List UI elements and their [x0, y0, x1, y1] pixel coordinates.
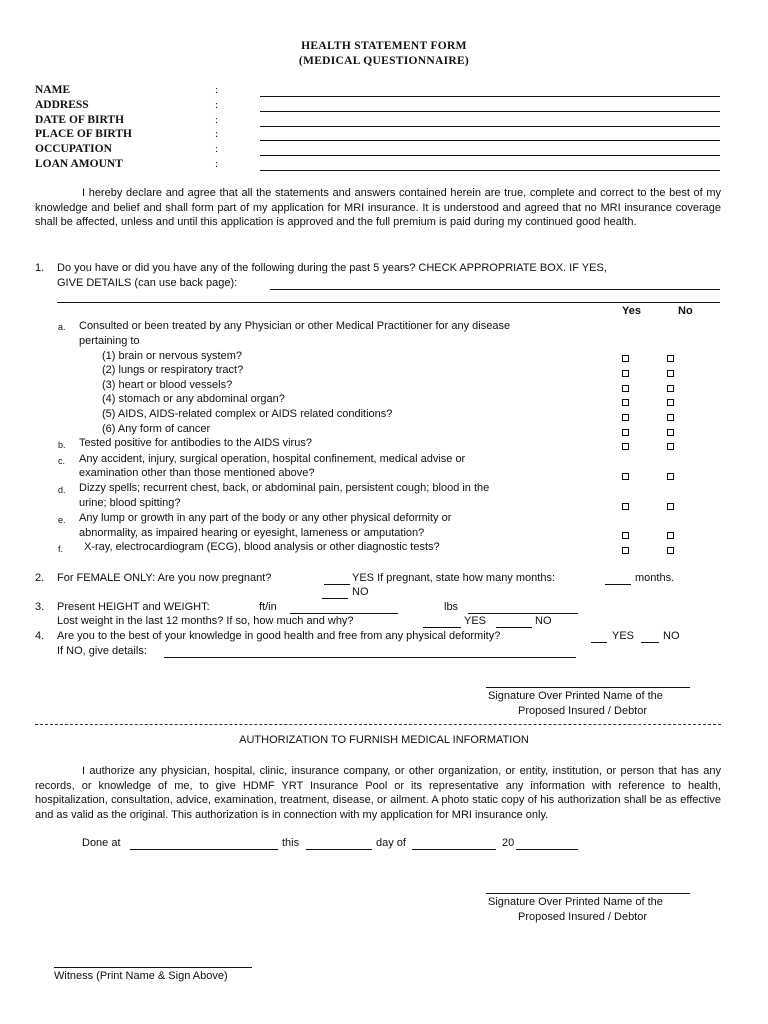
question-1-text: Do you have or did you have any of the following during the past 5 years? CHECK APPROPRIATE BOX. IF YES,: [57, 262, 607, 274]
colon: :: [215, 143, 219, 155]
checkbox-yes[interactable]: [622, 385, 629, 392]
item-letter: a.: [58, 322, 66, 332]
day-of-label: day of: [376, 837, 406, 849]
weight-loss-yes-label: YES: [464, 615, 487, 627]
weight-loss-yes-field[interactable]: [423, 627, 461, 628]
year-prefix: 20: [502, 837, 515, 849]
checkbox-yes[interactable]: [622, 399, 629, 406]
checkbox-no[interactable]: [667, 355, 674, 362]
item-f-text: X-ray, electrocardiogram (ECG), blood analysis or other diagnostic tests?: [84, 541, 440, 553]
pregnant-yes-text: YES If pregnant, state how many months:: [352, 572, 555, 584]
subitem-brain: (1) brain or nervous system?: [102, 350, 242, 362]
good-health-yes-field[interactable]: [591, 642, 607, 643]
occupation-label: OCCUPATION: [35, 143, 112, 155]
checkbox-no[interactable]: [667, 414, 674, 421]
item-c-text: Any accident, injury, surgical operation, hospital confinement, medical advise or: [79, 453, 466, 465]
item-c-text-cont: examination other than those mentioned above?: [79, 467, 315, 479]
declaration-paragraph: I hereby declare and agree that all the statements and answers contained herein are true, complete and correct to the best of my knowledge and belief and shall form part of my application for MRI insurance. It is understood and agreed that no MRI insurance coverage shall be affected, unless and until this application is approved and the full premium is paid during my continued good health.: [35, 187, 721, 229]
day-field[interactable]: [306, 849, 372, 850]
checkbox-yes[interactable]: [622, 532, 629, 539]
weight-loss-question: Lost weight in the last 12 months? If so, how much and why?: [57, 615, 354, 627]
done-at-label: Done at: [82, 837, 121, 849]
place-of-birth-field[interactable]: [260, 140, 720, 141]
checkbox-yes[interactable]: [622, 414, 629, 421]
good-health-yes-label: YES: [612, 630, 635, 642]
subitem-heart: (3) heart or blood vessels?: [102, 379, 233, 391]
question-2-text: For FEMALE ONLY: Are you now pregnant?: [57, 572, 272, 584]
form-title: HEALTH STATEMENT FORM: [301, 40, 467, 52]
occupation-field[interactable]: [260, 155, 720, 156]
checkbox-no[interactable]: [667, 443, 674, 450]
no-column-header: No: [678, 305, 693, 317]
date-of-birth-field[interactable]: [260, 126, 720, 127]
signature-caption: Signature Over Printed Name of the: [488, 690, 663, 702]
question-1-details-field[interactable]: [270, 289, 720, 290]
place-of-birth-label: PLACE OF BIRTH: [35, 128, 132, 140]
colon: :: [215, 158, 219, 170]
checkbox-no[interactable]: [667, 532, 674, 539]
signature-line[interactable]: [486, 687, 690, 688]
weight-loss-no-label: NO: [535, 615, 552, 627]
witness-caption: Witness (Print Name & Sign Above): [54, 970, 228, 982]
question-1-details-label: GIVE DETAILS (can use back page):: [57, 277, 238, 289]
authorization-paragraph: I authorize any physician, hospital, clinic, insurance company, or other organization, or entity, institution, or person that has any records, or knowledge of me, to give HDMF YRT Insurance Pool or its representative any information with reference to health, hospitalization, consultation, advice, examination, treatment, disease, or ailment. A photo static copy of his authorization shall be as effective and as valid as the original. This authorization is in connection with my application for MRI insurance only.: [35, 765, 721, 821]
pregnant-no-label: NO: [352, 586, 369, 598]
checkbox-no[interactable]: [667, 547, 674, 554]
question-4-text: Are you to the best of your knowledge in good health and free from any physical deformity?: [57, 630, 501, 642]
item-d-text-cont: urine; blood spitting?: [79, 497, 181, 509]
item-d-text: Dizzy spells; recurrent chest, back, or abdominal pain, persistent cough; blood in the: [79, 482, 490, 494]
weight-field[interactable]: [468, 613, 578, 614]
witness-signature-line[interactable]: [54, 967, 252, 968]
name-field[interactable]: [260, 96, 720, 97]
item-letter: f.: [58, 544, 64, 554]
year-field[interactable]: [516, 849, 578, 850]
pregnant-yes-field[interactable]: [324, 584, 350, 585]
checkbox-yes[interactable]: [622, 503, 629, 510]
checkbox-yes[interactable]: [622, 443, 629, 450]
details-label: If NO, give details:: [57, 645, 147, 657]
item-b-text: Tested positive for antibodies to the AIDS virus?: [79, 437, 312, 449]
subitem-lungs: (2) lungs or respiratory tract?: [102, 364, 244, 376]
address-label: ADDRESS: [35, 99, 89, 111]
checkbox-yes[interactable]: [622, 370, 629, 377]
signature-caption-2: Proposed Insured / Debtor: [518, 705, 648, 717]
weight-loss-no-field[interactable]: [496, 627, 532, 628]
weight-unit-label: lbs: [444, 601, 459, 613]
colon: :: [215, 128, 219, 140]
section-divider: [35, 724, 721, 725]
subitem-aids: (5) AIDS, AIDS-related complex or AIDS related conditions?: [102, 408, 393, 420]
form-subtitle: (MEDICAL QUESTIONNAIRE): [298, 55, 470, 67]
colon: :: [215, 114, 219, 126]
checkbox-no[interactable]: [667, 399, 674, 406]
date-of-birth-label: DATE OF BIRTH: [35, 114, 125, 126]
signature-caption: Signature Over Printed Name of the: [488, 896, 663, 908]
question-number: 1.: [35, 262, 45, 274]
question-number: 3.: [35, 601, 45, 613]
checkbox-no[interactable]: [667, 370, 674, 377]
signature-caption-2: Proposed Insured / Debtor: [518, 911, 648, 923]
question-number: 2.: [35, 572, 45, 584]
item-letter: d.: [58, 485, 66, 495]
subitem-stomach: (4) stomach or any abdominal organ?: [102, 393, 285, 405]
item-letter: b.: [58, 440, 66, 450]
item-e-text-cont: abnormality, as impaired hearing or eyesight, lameness or amputation?: [79, 527, 425, 539]
height-unit-label: ft/in: [259, 601, 277, 613]
pregnant-no-field[interactable]: [322, 598, 348, 599]
months-label: months.: [635, 572, 675, 584]
good-health-no-label: NO: [663, 630, 680, 642]
checkbox-no[interactable]: [667, 503, 674, 510]
item-e-text: Any lump or growth in any part of the body or any other physical deformity or: [79, 512, 452, 524]
authorization-title: AUTHORIZATION TO FURNISH MEDICAL INFORMATION: [239, 734, 529, 746]
name-label: NAME: [35, 84, 71, 96]
subitem-cancer: (6) Any form of cancer: [102, 423, 211, 435]
yes-column-header: Yes: [622, 305, 641, 317]
checkbox-no[interactable]: [667, 473, 674, 480]
item-a-text-cont: pertaining to: [79, 335, 140, 347]
question-number: 4.: [35, 630, 45, 642]
checkbox-no[interactable]: [667, 385, 674, 392]
colon: :: [215, 99, 219, 111]
question-3-text: Present HEIGHT and WEIGHT:: [57, 601, 210, 613]
checkbox-yes[interactable]: [622, 473, 629, 480]
month-field[interactable]: [412, 849, 496, 850]
item-letter: c.: [58, 456, 66, 466]
colon: :: [215, 84, 219, 96]
item-a-text: Consulted or been treated by any Physician or other Medical Practitioner for any disease: [79, 320, 511, 332]
address-field[interactable]: [260, 111, 720, 112]
this-label: this: [282, 837, 300, 849]
details-field[interactable]: [164, 657, 576, 658]
loan-amount-field[interactable]: [260, 170, 720, 171]
months-field[interactable]: [605, 584, 631, 585]
signature-line[interactable]: [486, 893, 690, 894]
checkbox-yes[interactable]: [622, 547, 629, 554]
height-field[interactable]: [290, 613, 398, 614]
done-at-field[interactable]: [130, 849, 278, 850]
checkbox-no[interactable]: [667, 429, 674, 436]
checkbox-yes[interactable]: [622, 355, 629, 362]
checkbox-yes[interactable]: [622, 429, 629, 436]
loan-amount-label: LOAN AMOUNT: [35, 158, 123, 170]
item-letter: e.: [58, 515, 66, 525]
question-1-details-field[interactable]: [57, 302, 720, 303]
good-health-no-field[interactable]: [641, 642, 659, 643]
